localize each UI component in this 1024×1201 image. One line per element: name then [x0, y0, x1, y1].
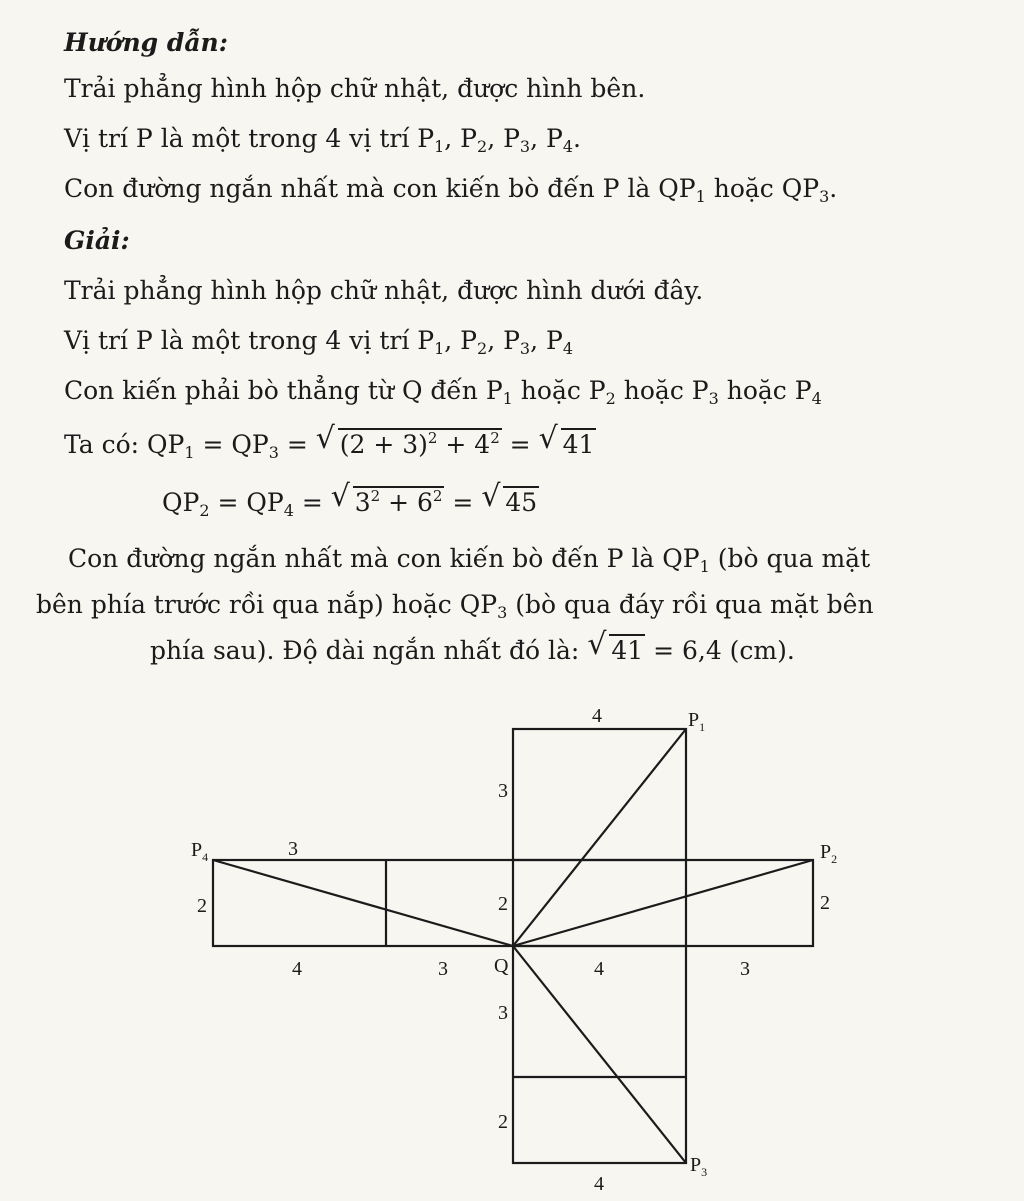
- label-p1: $P_1$: [688, 709, 706, 734]
- top-face: [513, 729, 686, 860]
- label-p4: $P_4$: [191, 839, 209, 864]
- huong-dan-line-1: Trải phẳng hình hộp chữ nhật, được hình bên.: [64, 74, 646, 103]
- dim-row-4b: 4: [594, 958, 604, 980]
- dim-left-2: 2: [197, 895, 207, 917]
- giai-line-2: Vị trí P là một trong 4 vị trí $P_1$, $P_2$, $P_3$, $P_4$: [64, 326, 573, 358]
- dim-row-3b: 3: [740, 958, 750, 980]
- dim-p4-3: 3: [288, 838, 298, 860]
- dim-bot-4: 4: [594, 1173, 604, 1195]
- conclusion-line-1: Con đường ngắn nhất mà con kiến bò đến P là $QP_1$ (bò qua mặt: [68, 544, 871, 576]
- label-p3: $P_3$: [690, 1154, 708, 1179]
- path-qp4: [213, 860, 513, 946]
- dim-bot-3: 3: [498, 1002, 508, 1024]
- giai-line-1: Trải phẳng hình hộp chữ nhật, được hình dưới đây.: [64, 276, 704, 305]
- dim-top-3: 3: [498, 780, 508, 802]
- dim-row-3a: 3: [438, 958, 448, 980]
- equation-1: Ta có: $QP_1 = QP_3$ = √ $(2 + 3)^2 + 4^2$ = √ 41: [64, 421, 595, 462]
- dim-bot-2: 2: [498, 1111, 508, 1133]
- conclusion-line-3: phía sau). Độ dài ngắn nhất đó là: √ 41 = 6,4 (cm).: [150, 627, 795, 665]
- dim-row-4a: 4: [292, 958, 302, 980]
- path-qp2: [513, 860, 813, 946]
- huong-dan-line-3: Con đường ngắn nhất mà con kiến bò đến P là $QP_1$ hoặc $QP_3$.: [64, 174, 838, 206]
- equation-2: $QP_2 = QP_4$ = √ $3^2 + 6^2$ = √ 45: [162, 479, 538, 520]
- dim-right-2: 2: [820, 892, 830, 914]
- giai-heading: Giải:: [64, 226, 130, 255]
- huong-dan-line-2: Vị trí P là một trong 4 vị trí $P_1$, $P_2$, $P_3$, $P_4$.: [64, 124, 581, 156]
- huong-dan-heading: Hướng dẫn:: [64, 28, 228, 57]
- dim-mid-2: 2: [498, 893, 508, 915]
- label-p2: $P_2$: [820, 841, 838, 866]
- path-qp1: [513, 729, 686, 946]
- conclusion-line-2: bên phía trước rồi qua nắp) hoặc $QP_3$ (bò qua đáy rồi qua mặt bên: [36, 590, 874, 622]
- giai-line-3: Con kiến phải bò thẳng từ Q đến $P_1$ hoặc $P_2$ hoặc $P_3$ hoặc $P_4$: [64, 376, 822, 408]
- label-q: Q: [494, 955, 509, 977]
- dim-top-4: 4: [592, 705, 602, 727]
